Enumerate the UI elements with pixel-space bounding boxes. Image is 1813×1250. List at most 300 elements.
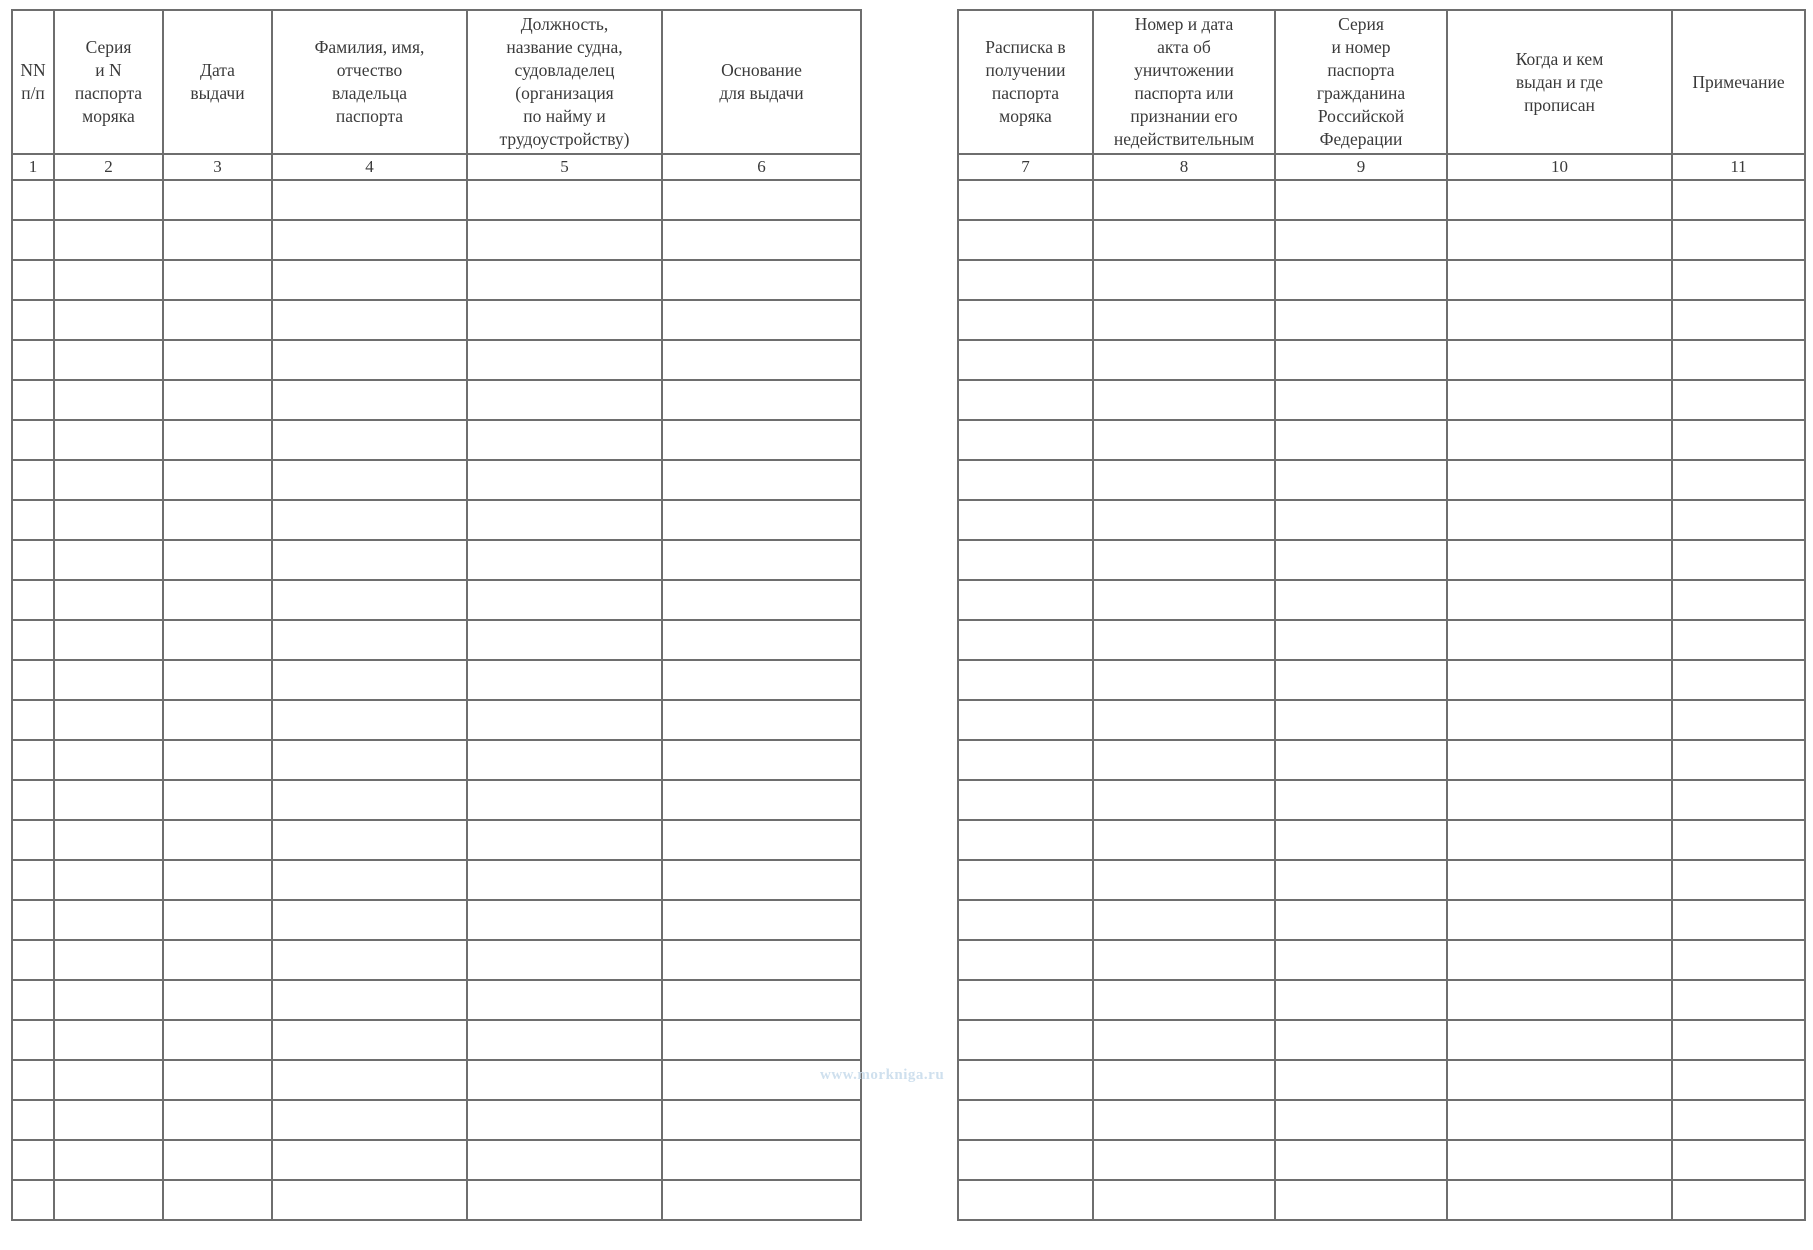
blank-cell (467, 380, 662, 420)
column-number: 4 (272, 154, 467, 180)
blank-cell (272, 740, 467, 780)
blank-cell (1093, 340, 1275, 380)
blank-cell (1093, 700, 1275, 740)
blank-cell (958, 460, 1093, 500)
blank-cell (958, 940, 1093, 980)
blank-cell (1275, 420, 1447, 460)
blank-cell (1275, 500, 1447, 540)
blank-cell (1447, 780, 1672, 820)
blank-cell (1275, 580, 1447, 620)
blank-cell (662, 700, 861, 740)
blank-cell (1447, 180, 1672, 220)
blank-cell (1447, 660, 1672, 700)
blank-cell (12, 980, 54, 1020)
blank-cell (272, 620, 467, 660)
blank-cell (662, 540, 861, 580)
blank-cell (12, 420, 54, 460)
blank-cell (1447, 380, 1672, 420)
watermark: www.morkniga.ru (820, 1067, 945, 1083)
col-header-destruction-act: Номер и дата акта об уничтожении паспорта или признании его недействительным (1093, 10, 1275, 154)
blank-cell (1672, 1020, 1805, 1060)
table-row (12, 180, 861, 220)
column-number: 3 (163, 154, 272, 180)
column-number-row (12, 154, 861, 180)
blank-cell (1447, 1020, 1672, 1060)
blank-cell (1447, 700, 1672, 740)
blank-cell (1093, 780, 1275, 820)
blank-cell (958, 500, 1093, 540)
left-blank-rows (12, 180, 861, 1220)
blank-cell (163, 700, 272, 740)
table-row (958, 740, 1805, 780)
blank-cell (54, 340, 163, 380)
blank-cell (1447, 620, 1672, 660)
blank-cell (1672, 1140, 1805, 1180)
blank-cell (163, 580, 272, 620)
header-row (12, 10, 861, 154)
blank-cell (54, 1020, 163, 1060)
blank-cell (1672, 660, 1805, 700)
blank-cell (662, 820, 861, 860)
table-row (12, 700, 861, 740)
table-row (958, 420, 1805, 460)
blank-cell (12, 300, 54, 340)
blank-cell (12, 340, 54, 380)
blank-cell (1093, 1180, 1275, 1220)
blank-cell (163, 900, 272, 940)
blank-cell (12, 1140, 54, 1180)
blank-cell (1275, 300, 1447, 340)
blank-cell (1672, 460, 1805, 500)
blank-cell (1093, 740, 1275, 780)
blank-cell (54, 1100, 163, 1140)
blank-cell (1672, 220, 1805, 260)
blank-cell (958, 1020, 1093, 1060)
blank-cell (54, 940, 163, 980)
blank-cell (467, 220, 662, 260)
blank-cell (163, 1100, 272, 1140)
blank-cell (272, 220, 467, 260)
blank-cell (1275, 220, 1447, 260)
blank-cell (163, 620, 272, 660)
blank-cell (1093, 900, 1275, 940)
column-number: 5 (467, 154, 662, 180)
blank-cell (54, 580, 163, 620)
blank-cell (1447, 820, 1672, 860)
blank-cell (163, 1060, 272, 1100)
blank-cell (272, 380, 467, 420)
blank-cell (1447, 980, 1672, 1020)
table-row (958, 940, 1805, 980)
blank-cell (958, 420, 1093, 460)
col-header-position-vessel: Должность, название судна, судовладелец (организация по найму и трудоустройству) (467, 10, 662, 154)
blank-cell (958, 900, 1093, 940)
table-row (958, 540, 1805, 580)
table-row (958, 900, 1805, 940)
blank-cell (1093, 260, 1275, 300)
blank-cell (1093, 420, 1275, 460)
table-row (958, 860, 1805, 900)
table-row (12, 220, 861, 260)
blank-cell (467, 540, 662, 580)
blank-cell (163, 460, 272, 500)
table-row (958, 1180, 1805, 1220)
blank-cell (54, 1140, 163, 1180)
blank-cell (272, 580, 467, 620)
blank-cell (958, 1140, 1093, 1180)
table-row (12, 900, 861, 940)
blank-cell (12, 1180, 54, 1220)
blank-cell (1093, 820, 1275, 860)
blank-cell (467, 300, 662, 340)
table-row (958, 980, 1805, 1020)
table-row (12, 260, 861, 300)
blank-cell (1275, 620, 1447, 660)
blank-cell (1275, 1020, 1447, 1060)
blank-cell (1275, 980, 1447, 1020)
blank-cell (958, 820, 1093, 860)
blank-cell (272, 1140, 467, 1180)
blank-cell (54, 820, 163, 860)
col-header-issued-by: Когда и кем выдан и где прописан (1447, 10, 1672, 154)
blank-cell (272, 500, 467, 540)
col-header-owner-name: Фамилия, имя, отчество владельца паспорта (272, 10, 467, 154)
right-blank-rows (958, 180, 1805, 1220)
table-row (12, 1180, 861, 1220)
blank-cell (958, 1180, 1093, 1220)
table-row (958, 380, 1805, 420)
blank-cell (1447, 460, 1672, 500)
blank-cell (1447, 940, 1672, 980)
blank-cell (54, 460, 163, 500)
blank-cell (662, 780, 861, 820)
blank-cell (54, 980, 163, 1020)
blank-cell (467, 500, 662, 540)
table-row (12, 1020, 861, 1060)
blank-cell (54, 860, 163, 900)
blank-cell (272, 900, 467, 940)
column-number: 10 (1447, 154, 1672, 180)
col-header-receipt: Расписка в получении паспорта моряка (958, 10, 1093, 154)
blank-cell (1447, 300, 1672, 340)
blank-cell (662, 1180, 861, 1220)
blank-cell (1672, 780, 1805, 820)
blank-cell (467, 1140, 662, 1180)
col-header-grounds: Основание для выдачи (662, 10, 861, 154)
blank-cell (54, 1060, 163, 1100)
blank-cell (12, 820, 54, 860)
table-row (958, 1020, 1805, 1060)
blank-cell (1093, 540, 1275, 580)
blank-cell (662, 1100, 861, 1140)
blank-cell (12, 740, 54, 780)
blank-cell (662, 380, 861, 420)
table-row (12, 820, 861, 860)
blank-cell (12, 540, 54, 580)
blank-cell (958, 340, 1093, 380)
blank-cell (163, 180, 272, 220)
blank-cell (467, 340, 662, 380)
blank-cell (272, 300, 467, 340)
blank-cell (54, 380, 163, 420)
header-row (958, 10, 1805, 154)
col-header-passport-series: Серия и N паспорта моряка (54, 10, 163, 154)
blank-cell (662, 580, 861, 620)
blank-cell (12, 940, 54, 980)
blank-cell (12, 780, 54, 820)
blank-cell (958, 860, 1093, 900)
blank-cell (1672, 700, 1805, 740)
table-row (958, 500, 1805, 540)
blank-cell (163, 1180, 272, 1220)
blank-cell (272, 1020, 467, 1060)
blank-cell (467, 460, 662, 500)
table-row (958, 1100, 1805, 1140)
table-row (12, 780, 861, 820)
blank-cell (1672, 180, 1805, 220)
blank-cell (662, 1020, 861, 1060)
table-row (12, 420, 861, 460)
blank-cell (1093, 620, 1275, 660)
blank-cell (1275, 180, 1447, 220)
table-row (958, 700, 1805, 740)
right-page-table (957, 9, 1806, 1221)
table-row (958, 220, 1805, 260)
blank-cell (1093, 300, 1275, 340)
col-header-note: Примечание (1672, 10, 1805, 154)
blank-cell (272, 540, 467, 580)
blank-cell (1093, 860, 1275, 900)
blank-cell (1093, 220, 1275, 260)
blank-cell (958, 540, 1093, 580)
blank-cell (54, 900, 163, 940)
blank-cell (1275, 740, 1447, 780)
blank-cell (662, 740, 861, 780)
column-number: 8 (1093, 154, 1275, 180)
blank-cell (1672, 1100, 1805, 1140)
blank-cell (467, 940, 662, 980)
blank-cell (1672, 860, 1805, 900)
blank-cell (1093, 980, 1275, 1020)
blank-cell (12, 180, 54, 220)
blank-cell (54, 500, 163, 540)
blank-cell (1275, 660, 1447, 700)
blank-cell (958, 1100, 1093, 1140)
table-row (958, 620, 1805, 660)
blank-cell (662, 180, 861, 220)
blank-cell (1275, 380, 1447, 420)
blank-cell (467, 1180, 662, 1220)
blank-cell (958, 740, 1093, 780)
blank-cell (958, 300, 1093, 340)
blank-cell (163, 780, 272, 820)
col-header-issue-date: Дата выдачи (163, 10, 272, 154)
blank-cell (662, 980, 861, 1020)
blank-cell (12, 1100, 54, 1140)
blank-cell (958, 980, 1093, 1020)
blank-cell (1275, 820, 1447, 860)
table-row (958, 1060, 1805, 1100)
blank-cell (54, 300, 163, 340)
blank-cell (1093, 580, 1275, 620)
table-row (12, 380, 861, 420)
blank-cell (272, 260, 467, 300)
blank-cell (272, 660, 467, 700)
blank-cell (467, 980, 662, 1020)
blank-cell (1093, 1140, 1275, 1180)
blank-cell (467, 580, 662, 620)
blank-cell (662, 220, 861, 260)
blank-cell (467, 1100, 662, 1140)
blank-cell (467, 260, 662, 300)
blank-cell (1275, 1180, 1447, 1220)
table-row (12, 980, 861, 1020)
blank-cell (1672, 260, 1805, 300)
blank-cell (163, 820, 272, 860)
blank-cell (12, 900, 54, 940)
blank-cell (662, 620, 861, 660)
blank-cell (12, 500, 54, 540)
col-header-citizen-passport: Серия и номер паспорта гражданина Российской Федерации (1275, 10, 1447, 154)
blank-cell (163, 260, 272, 300)
table-row (12, 1140, 861, 1180)
blank-cell (12, 260, 54, 300)
blank-cell (1447, 340, 1672, 380)
blank-cell (1672, 1060, 1805, 1100)
blank-cell (272, 420, 467, 460)
blank-cell (163, 540, 272, 580)
blank-cell (958, 700, 1093, 740)
blank-cell (662, 260, 861, 300)
blank-cell (958, 220, 1093, 260)
blank-cell (662, 1140, 861, 1180)
blank-cell (1275, 860, 1447, 900)
table-row (958, 660, 1805, 700)
blank-cell (54, 540, 163, 580)
blank-cell (1447, 540, 1672, 580)
blank-cell (54, 620, 163, 660)
table-row (12, 940, 861, 980)
blank-cell (958, 580, 1093, 620)
blank-cell (272, 460, 467, 500)
blank-cell (958, 620, 1093, 660)
blank-cell (1093, 940, 1275, 980)
blank-cell (662, 660, 861, 700)
table-row (12, 620, 861, 660)
blank-cell (1093, 1020, 1275, 1060)
col-header-number: NN п/п (12, 10, 54, 154)
blank-cell (1672, 580, 1805, 620)
blank-cell (12, 580, 54, 620)
blank-cell (12, 380, 54, 420)
blank-cell (662, 340, 861, 380)
blank-cell (163, 660, 272, 700)
blank-cell (54, 420, 163, 460)
blank-cell (12, 620, 54, 660)
table-row (958, 180, 1805, 220)
blank-cell (958, 1060, 1093, 1100)
blank-cell (272, 780, 467, 820)
blank-cell (1093, 1060, 1275, 1100)
column-number-row (958, 154, 1805, 180)
blank-cell (1275, 340, 1447, 380)
blank-cell (272, 1180, 467, 1220)
column-number: 9 (1275, 154, 1447, 180)
table-row (12, 1100, 861, 1140)
blank-cell (662, 940, 861, 980)
blank-cell (272, 820, 467, 860)
blank-cell (1275, 260, 1447, 300)
blank-cell (272, 700, 467, 740)
table-row (12, 1060, 861, 1100)
blank-cell (662, 300, 861, 340)
blank-cell (1093, 1100, 1275, 1140)
blank-cell (467, 900, 662, 940)
blank-cell (1672, 500, 1805, 540)
blank-cell (163, 860, 272, 900)
blank-cell (958, 180, 1093, 220)
column-number: 1 (12, 154, 54, 180)
blank-cell (1093, 180, 1275, 220)
table-row (12, 340, 861, 380)
blank-cell (1447, 1060, 1672, 1100)
table-row (12, 500, 861, 540)
table-row (12, 460, 861, 500)
blank-cell (1447, 1180, 1672, 1220)
blank-cell (1275, 900, 1447, 940)
table-row (958, 340, 1805, 380)
blank-cell (12, 660, 54, 700)
blank-cell (467, 420, 662, 460)
blank-cell (1093, 460, 1275, 500)
blank-cell (54, 260, 163, 300)
blank-cell (467, 660, 662, 700)
blank-cell (163, 420, 272, 460)
blank-cell (163, 300, 272, 340)
blank-cell (1447, 500, 1672, 540)
blank-cell (958, 260, 1093, 300)
blank-cell (1672, 300, 1805, 340)
blank-cell (662, 860, 861, 900)
blank-cell (1275, 1100, 1447, 1140)
blank-cell (1275, 1060, 1447, 1100)
blank-cell (272, 340, 467, 380)
blank-cell (1447, 900, 1672, 940)
blank-cell (958, 660, 1093, 700)
blank-cell (1672, 340, 1805, 380)
blank-cell (467, 1020, 662, 1060)
blank-cell (1093, 660, 1275, 700)
blank-cell (12, 460, 54, 500)
blank-cell (12, 860, 54, 900)
blank-cell (163, 740, 272, 780)
blank-cell (1672, 1180, 1805, 1220)
blank-cell (1672, 420, 1805, 460)
blank-cell (12, 1060, 54, 1100)
blank-cell (1275, 700, 1447, 740)
blank-cell (163, 980, 272, 1020)
table-row (12, 660, 861, 700)
blank-cell (1447, 260, 1672, 300)
table-row (12, 740, 861, 780)
blank-cell (1275, 540, 1447, 580)
blank-cell (54, 1180, 163, 1220)
blank-cell (1093, 500, 1275, 540)
blank-cell (958, 780, 1093, 820)
table-row (12, 540, 861, 580)
blank-cell (1447, 220, 1672, 260)
blank-cell (467, 860, 662, 900)
